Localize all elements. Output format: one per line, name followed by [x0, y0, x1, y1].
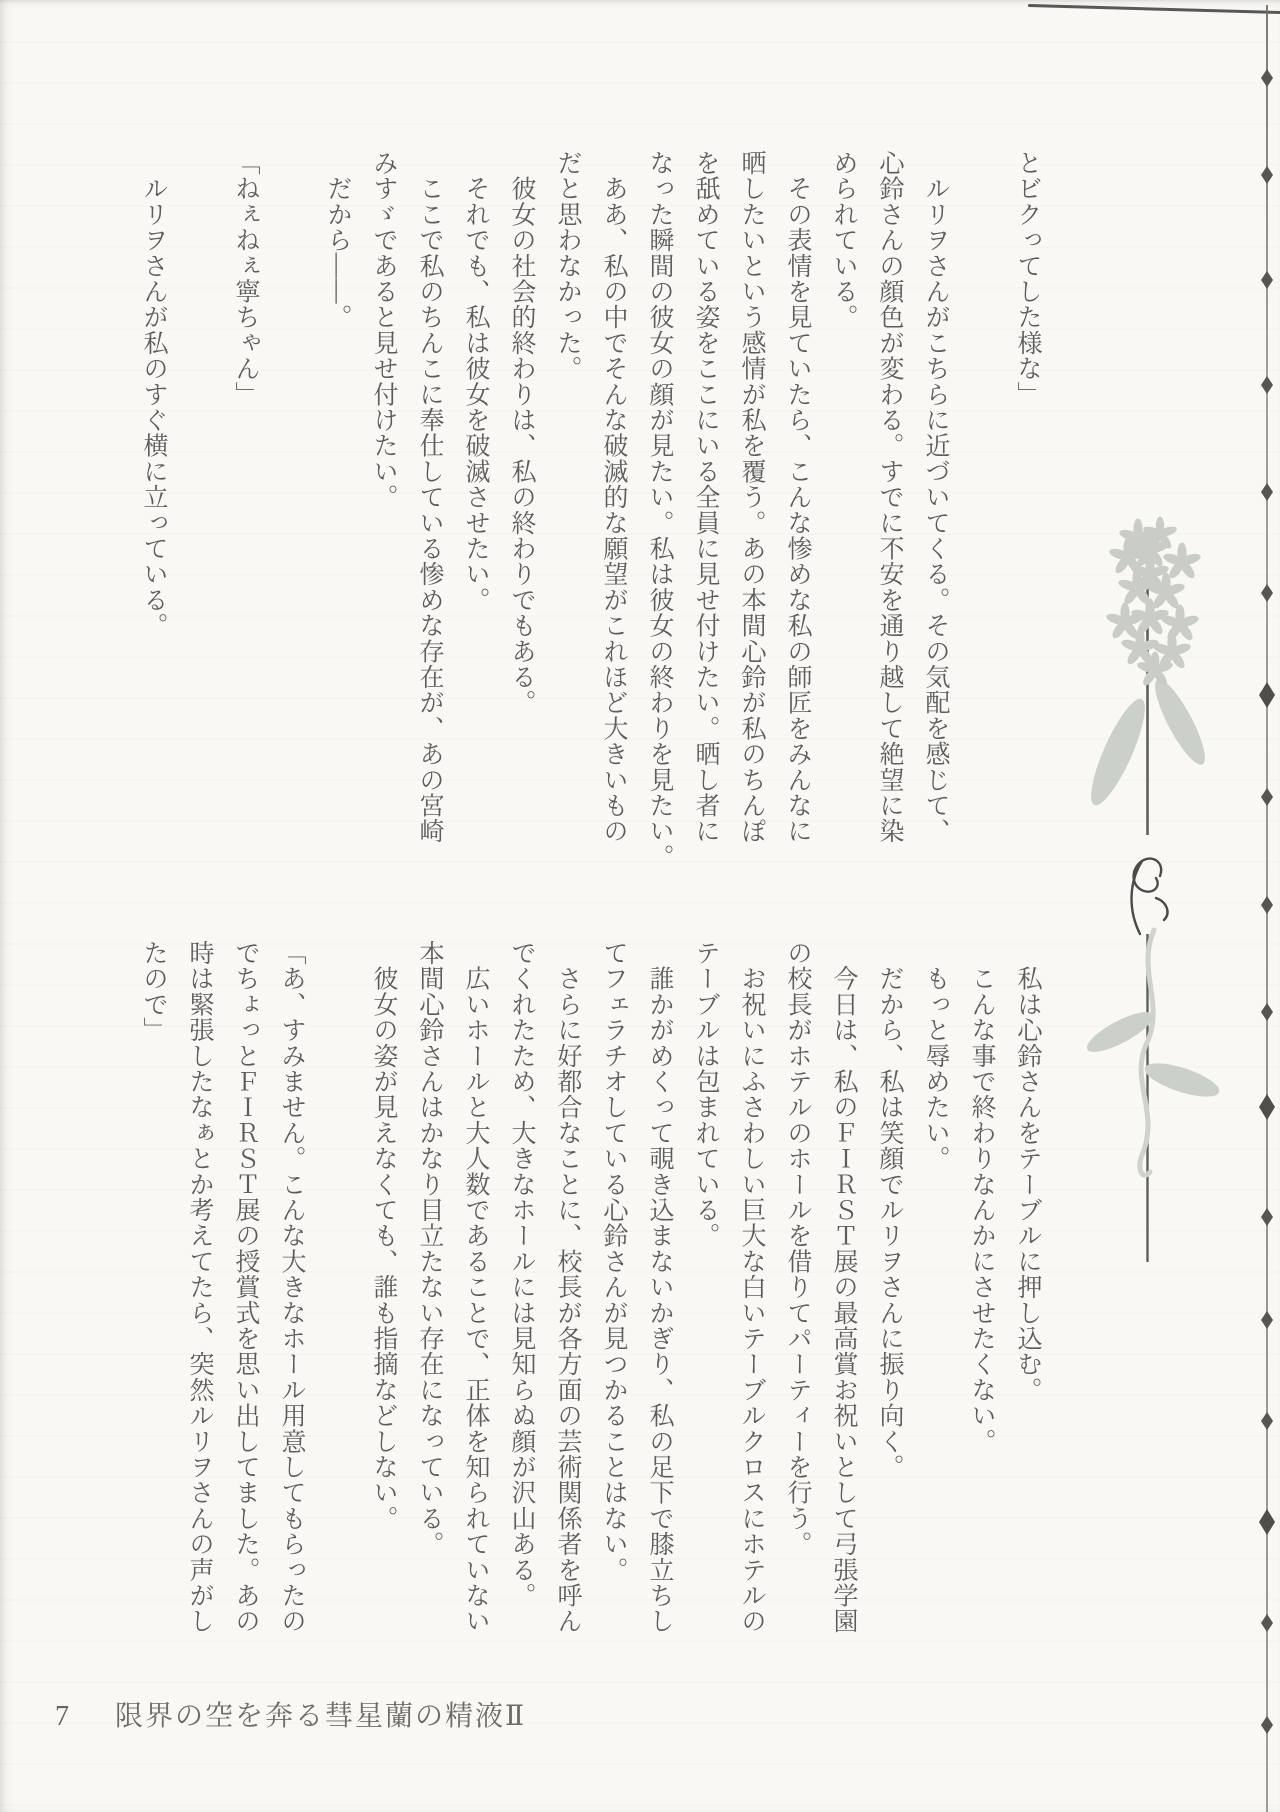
- text-column: とビクってした様な」: [1014, 150, 1041, 407]
- text-column: みすゞであると見せ付けたい。: [370, 150, 397, 510]
- text-column: 本間心鈴さんはかなり目立たない存在になっている。: [416, 940, 443, 1557]
- text-column: 広いホールと大人数であることで、正体を知られていない: [462, 940, 489, 1634]
- text-column: 今日は、私のＦＩＲＳＴ展の最高賞お祝いとして弓張学園: [830, 940, 857, 1634]
- text-column: 「あ、すみません。こんな大きなホール用意してもらったの: [278, 940, 305, 1634]
- flower-ornament: [1080, 500, 1280, 1290]
- text-column: お祝いにふさわしい巨大な白いテーブルクロスにホテルの: [738, 940, 765, 1634]
- text-column: 晒したいという感情が私を覆う。あの本間心鈴が私のちんぽ: [738, 150, 765, 844]
- text-column: ルリヲさんが私のすぐ横に立っている。: [140, 150, 167, 639]
- border-diamond-ornament: [1259, 1509, 1275, 1535]
- upper-left-leaf: [1082, 693, 1155, 810]
- text-column: でちょっとＦＩＲＳＴ展の授賞式を思い出してました。あの: [232, 940, 259, 1634]
- text-column: 時は緊張したなぁとか考えてたら、突然ルリヲさんの声がし: [186, 940, 213, 1634]
- text-column: たので」: [140, 940, 167, 1043]
- page-number: 7: [55, 1701, 71, 1732]
- text-column: ああ、私の中でそんな破滅的な願望がこれほど大きいもの: [600, 150, 627, 844]
- text-column: められている。: [830, 150, 857, 330]
- text-column: こんな事で終わりなんかにさせたくない。: [968, 940, 995, 1454]
- border-diamond-ornament: [1261, 271, 1273, 289]
- text-column: てフェラチオしている心鈴さんが見つかることはない。: [600, 940, 627, 1583]
- top-text-block: [130, 150, 1050, 878]
- blossom-cluster: [1105, 516, 1202, 687]
- text-column: でくれたため、大きなホールには見知らぬ顔が沢山ある。: [508, 940, 535, 1609]
- text-column: ここで私のちんこに奉仕している惨めな存在が、あの宮崎: [416, 150, 443, 844]
- text-column: もっと辱めたい。: [922, 940, 949, 1172]
- text-column: の校長がホテルのホールを借りてパーティーを行う。: [784, 940, 811, 1557]
- text-column: それでも、私は彼女を破滅させたい。: [462, 150, 489, 613]
- text-column: だから、私は笑顔でルリヲさんに振り向く。: [876, 940, 903, 1480]
- text-column: なった瞬間の彼女の顔が見たい。私は彼女の終わりを見たい。: [646, 150, 673, 870]
- text-column: だと思わなかった。: [554, 150, 581, 382]
- text-column: テーブルは包まれている。: [692, 940, 719, 1249]
- text-column: 心鈴さんの顔色が変わる。すでに不安を通り越して絶望に染: [876, 150, 903, 844]
- lower-right-leaf: [1141, 1057, 1223, 1104]
- text-column: 「ねぇねぇ寧ちゃん」: [232, 150, 259, 407]
- border-diamond-ornament: [1261, 1716, 1273, 1734]
- text-column: 彼女の社会的終わりは、私の終わりでもある。: [508, 150, 535, 716]
- text-column: 彼女の姿が見えなくても、誰も指摘などしない。: [370, 940, 397, 1532]
- text-column: を舐めている姿をここにいる全員に見せ付けたい。晒し者に: [692, 150, 719, 844]
- border-diamond-ornament: [1261, 1412, 1273, 1430]
- text-column: ルリヲさんがこちらに近づいてくる。その気配を感じて、: [922, 150, 949, 844]
- blank-column: [176, 150, 222, 878]
- footer-book-title: 限界の空を奔る彗星蘭の精液Ⅱ: [115, 1701, 527, 1732]
- upper-right-leaf: [1147, 674, 1213, 770]
- page-footer: [55, 1694, 526, 1734]
- text-column: さらに好都合なことに、校長が各方面の芸術関係者を呼ん: [554, 940, 581, 1634]
- border-diamond-ornament: [1261, 483, 1273, 501]
- top-edge-scan-line: [1028, 4, 1280, 14]
- blank-column: [958, 150, 1004, 878]
- text-column: 誰かがめくって覗き込まないかぎり、私の足下で膝立ちし: [646, 940, 673, 1634]
- blank-column: [314, 940, 360, 1668]
- text-column: その表情を見ていたら、こんな惨めな私の師匠をみんなに: [784, 150, 811, 844]
- border-diamond-ornament: [1261, 376, 1273, 394]
- border-diamond-ornament: [1261, 1614, 1273, 1632]
- stem-flourish-curl: [1132, 859, 1168, 934]
- border-diamond-ornament: [1261, 69, 1273, 87]
- text-column: 私は心鈴さんをテーブルに押し込む。: [1014, 940, 1041, 1403]
- border-diamond-ornament: [1261, 166, 1273, 184]
- bottom-text-block: [130, 940, 1050, 1668]
- text-column: だから――。: [324, 150, 351, 330]
- blank-column: [268, 150, 314, 878]
- border-diamond-ornament: [1261, 1311, 1273, 1329]
